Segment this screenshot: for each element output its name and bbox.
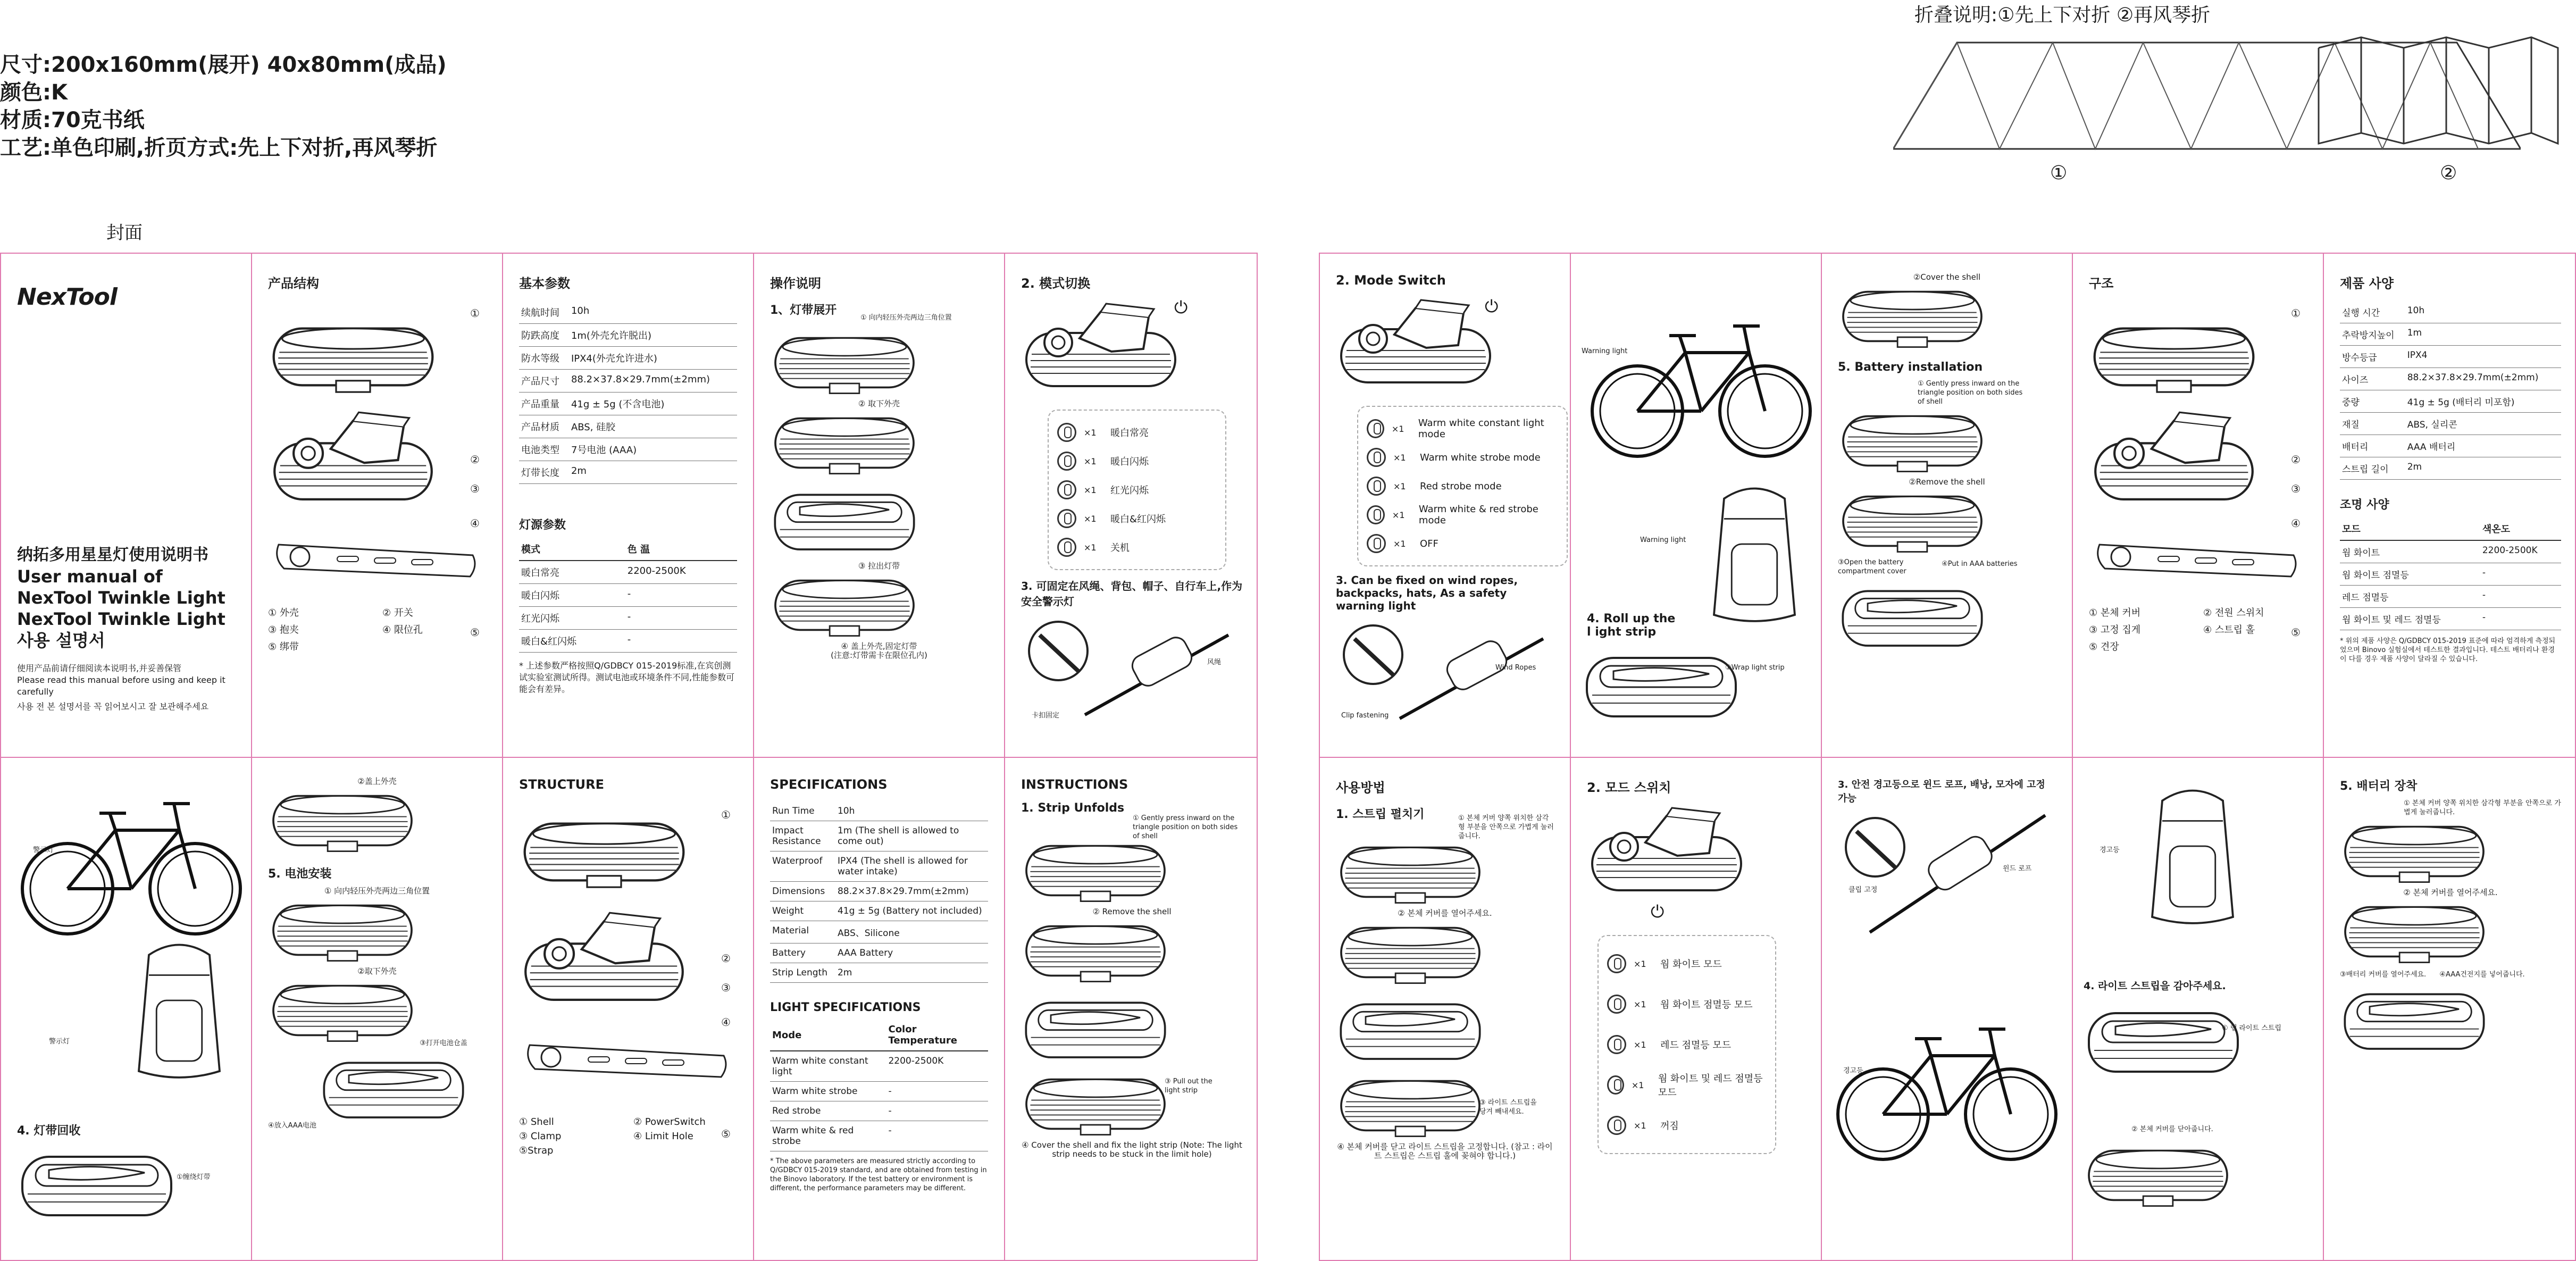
fold-step-2: ② — [2440, 162, 2457, 184]
shell-illustration — [1838, 406, 1987, 475]
mode-en-step3: 3. Can be fixed on wind ropes, backpacks, hats, As a safety warning light — [1336, 574, 1518, 612]
cover-column — [1, 254, 251, 758]
power-device-illustration — [1587, 805, 1746, 901]
legend-item: ⑤Strap — [519, 1145, 554, 1156]
tap-hand-icon — [1367, 505, 1385, 524]
light-kr-title: 조명 사양 — [2340, 498, 2389, 512]
clip-fasten-illustration — [1838, 810, 2051, 938]
tap-hand-icon — [1057, 423, 1076, 442]
structure-kr-legend — [2089, 605, 2307, 653]
clamp-device-illustration — [519, 910, 689, 1011]
table-row: 실행 시간 10h — [2340, 301, 2561, 323]
params-kr-column — [2324, 254, 2576, 758]
legend-item: ① 본체 커버 — [2089, 607, 2141, 619]
table-row: 红光闪烁 - — [519, 607, 737, 630]
ops-cn-c3: ③ 拉出灯带 — [858, 561, 900, 571]
shell-illustration — [268, 786, 417, 855]
table-row: 웜 화이트 점멸등 - — [2340, 563, 2561, 586]
ops-cn-step1: 1、灯带展开 — [770, 304, 837, 317]
params-cn-footnote: * 上述参数严格按照Q/GDBCY 015-2019标准,在宾创测试实验室测试所得。测试电池或环境条件不同,性能参数可能会有差异。 — [519, 661, 735, 694]
mode-kr-title: 2. 모드 스위치 — [1587, 780, 1671, 795]
battery-kr-c2: ② 본체 커버를 열어주세요. — [2403, 888, 2498, 897]
brand-logo: NexTool — [17, 283, 117, 311]
spec-color: 颜色:K — [0, 80, 68, 105]
mode-list — [1598, 935, 1776, 1154]
shell-illustration — [2340, 817, 2489, 886]
device-shell — [1336, 918, 1485, 987]
legend-item: ③ 고정 집게 — [2089, 624, 2141, 636]
structure-cn-legend — [268, 605, 486, 653]
table-row: Warm white strobe - — [770, 1082, 988, 1101]
ops-cn-title: 操作说明 — [770, 276, 821, 291]
mode-row: ×1 暖白闪烁 — [1057, 447, 1217, 475]
legend-item: ④ Limit Hole — [633, 1131, 693, 1142]
backpack-illustration — [1704, 477, 1805, 631]
clamp-device-illustration — [268, 410, 438, 511]
note-kr: 사용 전 본 설명서를 꼭 읽어보시고 잘 보관해주세요 — [17, 702, 209, 712]
battery-cn-c3: ③打开电池仓盖 — [420, 1039, 467, 1047]
mode-row: ×1 웜 화이트 점멸등 모드 — [1607, 984, 1767, 1024]
device-open — [1336, 989, 1485, 1069]
note-en: Please read this manual before using and keep it carefully — [17, 675, 225, 697]
fold-title: 折叠说明:①先上下对折 ②再风琴折 — [1914, 4, 2211, 26]
params-en-footnote: * The above parameters are measured strictly according to Q/GDBCY 015-2019 standard, and are obtained from testing in the Binovo laboratory. If the test battery or environment is different, the performance parameters may be different. — [770, 1157, 987, 1192]
device-closed-strip — [770, 571, 919, 640]
bike-illustration — [1587, 305, 1816, 464]
table-row: 방수등급 IPX4 — [2340, 346, 2561, 368]
legend-item: ① Shell — [519, 1116, 554, 1128]
wrap-label: ①缠绕灯带 — [177, 1173, 211, 1181]
table-row: 스트립 길이 2m — [2340, 457, 2561, 480]
mode-row: ×1 关机 — [1057, 533, 1217, 562]
bike-en-column — [1571, 254, 1821, 758]
table-row: 电池类型 7号电池 (AAA) — [519, 438, 737, 461]
device-closed-strip — [1021, 1070, 1170, 1139]
battery-open-illustration — [2340, 979, 2489, 1059]
mode-row: ×1 OFF — [1367, 529, 1558, 558]
table-row: 灯带长度 2m — [519, 461, 737, 484]
strap-illustration — [2089, 534, 2302, 582]
power-icon: ⏻ — [1485, 296, 1499, 316]
mode-cn-title: 2. 模式切换 — [1021, 276, 1091, 291]
battery-cn-c1: ① 向内轻压外壳两边三角位置 — [324, 886, 430, 896]
rope-label: Wind Ropes — [1495, 664, 1536, 672]
table-row: 재질 ABS, 실리콘 — [2340, 413, 2561, 435]
structure-kr-column — [2073, 254, 2323, 758]
structure-cn-column — [252, 254, 502, 758]
light-en-table — [770, 1020, 988, 1151]
title-kr: 사용 설명서 — [17, 630, 105, 650]
table-row: 추락방지높이 1m — [2340, 323, 2561, 346]
legend-item: ① 外壳 — [268, 607, 299, 619]
device-open — [770, 480, 919, 559]
params-cn-title: 基本参数 — [519, 276, 570, 291]
mode-row: ×1 Warm white & red strobe mode — [1367, 500, 1558, 529]
params-en-column — [754, 758, 1004, 1261]
tap-hand-icon — [1057, 509, 1076, 528]
table-row: Strip Length 2m — [770, 963, 988, 983]
table-row: 웜 화이트 2200-2500K — [2340, 540, 2561, 563]
battery-cn-c2: ②取下外壳 — [357, 966, 397, 976]
ops-en-c2: ② Remove the shell — [1092, 907, 1172, 916]
mode-list — [1357, 406, 1568, 566]
sheet-top-right — [1319, 253, 2576, 758]
battery-kr-title: 5. 배터리 장착 — [2340, 780, 2418, 793]
table-row: 暖白常亮 2200-2500K — [519, 561, 737, 584]
bike-kr-column — [2073, 758, 2323, 1261]
shell-illustration — [2084, 1141, 2232, 1210]
ops-cn-column — [754, 254, 1004, 758]
ops-cn-c1: ① 向内轻压外壳两边三角位置 — [860, 314, 952, 322]
warn-label-1: Warning light — [1582, 347, 1628, 355]
mode-row: ×1 Warm white constant light mode — [1367, 414, 1558, 443]
table-row: 사이즈 88.2×37.8×29.7mm(±2mm) — [2340, 368, 2561, 390]
table-row: 레드 점멸등 - — [2340, 586, 2561, 608]
table-header: 模式 色 温 — [519, 538, 737, 561]
tap-hand-icon — [1607, 1075, 1624, 1095]
spec-size: 尺寸:200x160mm(展开) 40x80mm(成品) — [0, 53, 447, 77]
table-row: Dimensions 88.2×37.8×29.7mm(±2mm) — [770, 882, 988, 901]
power-device-illustration — [1021, 301, 1181, 397]
ops-en-step1: 1. Strip Unfolds — [1021, 801, 1125, 815]
table-header: Mode Color Temperature — [770, 1020, 988, 1051]
fold-step-1: ① — [2050, 162, 2068, 184]
bike-cn-step4: 4. 灯带回收 — [17, 1124, 81, 1138]
table-row: 暖白闪烁 - — [519, 584, 737, 607]
legend-item: ③ 抱夹 — [268, 624, 299, 636]
table-row: Battery AAA Battery — [770, 943, 988, 963]
tap-hand-icon — [1367, 419, 1384, 438]
battery-kr-c3: ③배터리 커버를 열어주세요. — [2340, 971, 2427, 979]
marker-1: ① — [721, 808, 731, 821]
params-cn-table — [519, 301, 737, 484]
battery-open-illustration — [1838, 576, 1987, 656]
sheet-top-left — [0, 253, 1258, 758]
table-row: 防跌高度 1m(外壳允许脱出) — [519, 324, 737, 347]
mode-cn-column — [1005, 254, 1258, 758]
clip-label: 클립 고정 — [1849, 886, 1878, 894]
battery-en-cover: ②Cover the shell — [1913, 272, 1981, 282]
clip-label: Clip fastening — [1341, 712, 1389, 720]
shell-illustration — [2340, 897, 2489, 966]
spec-material: 材质:70克书纸 — [0, 108, 145, 132]
warn-label-1: 警示灯 — [33, 846, 54, 854]
light-kr-table — [2340, 517, 2561, 630]
table-row: Material ABS、Silicone — [770, 921, 988, 943]
tap-hand-icon — [1057, 452, 1076, 471]
light-cn-title: 灯源参数 — [519, 519, 566, 532]
marker-4: ④ — [721, 1016, 731, 1029]
legend-item: ⑤ 绑带 — [268, 641, 299, 653]
legend-item: ③ Clamp — [519, 1131, 562, 1142]
fold-diagram-2 — [2313, 32, 2563, 154]
mode-row: ×1 꺼짐 — [1607, 1105, 1767, 1146]
mode-row: ×1 Red strobe mode — [1367, 472, 1558, 500]
ops-kr-c3: ③ 라이트 스트립을 당겨 빼내세요. — [1479, 1099, 1537, 1116]
table-row: 产品材质 ABS, 硅胶 — [519, 415, 737, 438]
shell-illustration — [2089, 317, 2259, 397]
marker-4: ④ — [2291, 517, 2301, 530]
tap-hand-icon — [1367, 448, 1386, 467]
battery-en-title: 5. Battery installation — [1838, 361, 1983, 374]
ops-kr-title: 사용방법 — [1336, 780, 1385, 795]
mode-en-title: 2. Mode Switch — [1336, 273, 1446, 288]
marker-5: ⑤ — [470, 626, 480, 639]
device-shell — [1021, 916, 1170, 986]
mode-row: ×1 레드 점멸등 모드 — [1607, 1024, 1767, 1065]
table-row: Warm white & red strobe - — [770, 1121, 988, 1151]
legend-item: ② 전원 스위치 — [2203, 607, 2264, 619]
ops-kr-step1: 1. 스트립 펼치기 — [1336, 808, 1425, 821]
table-row: 웜 화이트 및 레드 점멸등 - — [2340, 608, 2561, 630]
battery-kr-c1: ① 본체 커버 양쪽 위치한 삼각형 부분을 안쪽으로 가볍게 눌러줍니다. — [2404, 799, 2561, 816]
legend-item: ⑤ 견장 — [2089, 641, 2119, 653]
wrap-strip-illustration — [2084, 992, 2243, 1088]
clamp-device-illustration — [2089, 410, 2259, 511]
fix-kr-title: 3. 안전 경고등으로 윈드 로프, 배낭, 모자에 고정 가능 — [1838, 779, 2045, 804]
ops-kr-c2: ② 본체 커버를 열어주세요. — [1398, 908, 1492, 918]
light-cn-table — [519, 538, 737, 653]
battery-en-c2: ②Remove the shell — [1909, 477, 1985, 487]
ops-kr-c4: ④ 본체 커버를 닫고 라이트 스트립을 고정합니다. (참고 : 라이트 스트립은 스트립 홀에 꽂혀야 합니다.) — [1337, 1142, 1553, 1160]
battery-kr-c4: ④AAA건전지를 넣어줍니다. — [2439, 971, 2525, 979]
device-closed — [1336, 838, 1485, 907]
params-kr-footnote: * 위의 제품 사양은 Q/GDBCY 015-2019 표준에 따라 엄격하게 측정되었으며 Binovo 실험실에서 테스트한 결과입니다. 테스트 배터리나 환경이 다를 경우 제품 사양이 달라질 수 있습니다. — [2340, 637, 2556, 663]
shell-illustration — [1838, 487, 1987, 556]
table-row: Waterproof IPX4 (The shell is allowed for water intake) — [770, 851, 988, 882]
warn-label: 경고등 — [2100, 846, 2120, 854]
tap-hand-icon — [1607, 995, 1626, 1014]
marker-5: ⑤ — [721, 1128, 731, 1140]
spec-block — [0, 51, 447, 162]
tap-hand-icon — [1367, 477, 1386, 496]
wrap-label: ①Wrap light strip — [1725, 664, 1785, 672]
battery-cn-c4: ④放入AAA电池 — [268, 1122, 317, 1130]
shell-illustration — [519, 812, 689, 892]
device-closed-strip — [1336, 1071, 1485, 1140]
table-row: Red strobe - — [770, 1101, 988, 1121]
wrap-strip-illustration — [17, 1135, 177, 1231]
device-open — [1021, 988, 1170, 1067]
warn-label-2: Warning light — [1640, 536, 1686, 544]
backpack-illustration — [2142, 779, 2243, 933]
marker-2: ② — [2291, 453, 2301, 466]
tap-hand-icon — [1607, 1035, 1626, 1054]
battery-en-c4: ④Put in AAA batteries — [1942, 560, 2018, 568]
light-en-title: LIGHT SPECIFICATIONS — [770, 1001, 921, 1014]
rope-label: 风绳 — [1207, 658, 1222, 666]
mode-cn-step3: 3. 可固定在风绳、背包、帽子、自行车上,作为安全警示灯 — [1021, 580, 1243, 608]
tap-hand-icon — [1057, 480, 1076, 499]
table-row: 防水等级 IPX4(外壳允许进水) — [519, 347, 737, 370]
mode-kr-column — [1571, 758, 1821, 1261]
table-row: 续航时间 10h — [519, 301, 737, 324]
sheet-bottom-right — [1319, 757, 2576, 1261]
bike-illustration — [17, 782, 246, 942]
power-icon: ⏻ — [1174, 297, 1188, 318]
structure-en-column — [503, 758, 753, 1261]
spec-process: 工艺:单色印刷,折页方式:先上下对折,再风琴折 — [0, 136, 438, 160]
rope-label: 윈드 로프 — [2003, 865, 2032, 873]
device-closed — [1021, 836, 1170, 905]
cover-label: 封面 — [106, 222, 143, 244]
sheet-bottom-left — [0, 757, 1258, 1261]
backpack-illustration — [129, 933, 230, 1088]
mode-row: ×1 暖白&红闪烁 — [1057, 504, 1217, 533]
table-row: Impact Resistance 1m (The shell is allowed to come out) — [770, 821, 988, 851]
legend-item: ④ 스트립 홀 — [2203, 624, 2255, 636]
bike-kr-step4: 4. 라이트 스트립을 감아주세요. — [2084, 980, 2226, 992]
params-en-title: SPECIFICATIONS — [770, 777, 888, 792]
table-row: Run Time 10h — [770, 801, 988, 821]
wrap-label: ① 랩 라이트 스트립 — [2222, 1024, 2281, 1032]
structure-cn-title: 产品结构 — [268, 276, 319, 291]
table-row: 产品重量 41g ± 5g (不含电池) — [519, 393, 737, 415]
power-device-illustration — [1336, 297, 1495, 393]
clip-fasten-illustration — [1021, 614, 1234, 720]
shell-illustration — [268, 317, 438, 397]
clip-label: 卡扣固定 — [1032, 712, 1060, 720]
table-row: Weight 41g ± 5g (Battery not included) — [770, 901, 988, 921]
marker-3: ③ — [470, 482, 480, 495]
marker-3: ③ — [2291, 482, 2301, 495]
fix-kr-column — [1822, 758, 2072, 1261]
params-kr-title: 제품 사양 — [2340, 276, 2394, 291]
battery-open-illustration — [319, 1048, 468, 1128]
shell-illustration — [1838, 282, 1987, 351]
mode-row: ×1 Warm white strobe mode — [1367, 443, 1558, 472]
ops-en-c1: ① Gently press inward on the triangle position on both sides of shell — [1133, 814, 1238, 840]
ops-en-column — [1005, 758, 1258, 1261]
warn-label: 경고등 — [1843, 1067, 1863, 1075]
ops-en-c3: ③ Pull out the light strip — [1165, 1078, 1212, 1095]
marker-5: ⑤ — [2291, 626, 2301, 639]
marker-2: ② — [470, 453, 480, 466]
tap-hand-icon — [1057, 538, 1076, 557]
title-en-1: User manual of NexTool Twinkle Light — [17, 566, 225, 608]
table-row: Warm white constant light 2200-2500K — [770, 1051, 988, 1082]
mode-row: ×1 红光闪烁 — [1057, 475, 1217, 504]
cover-label: ② 본체 커버를 닫아줍니다. — [2131, 1125, 2213, 1133]
params-kr-table — [2340, 301, 2561, 480]
marker-3: ③ — [721, 981, 731, 994]
warn-label-2: 警示灯 — [49, 1038, 70, 1046]
table-row: 产品尺寸 88.2×37.8×29.7mm(±2mm) — [519, 370, 737, 393]
legend-item: ② 开关 — [382, 607, 413, 619]
legend-item: ④ 限位孔 — [382, 624, 423, 636]
shell-illustration — [268, 896, 417, 965]
table-row: 중량 41g ± 5g (배터리 미포함) — [2340, 390, 2561, 413]
mode-list — [1048, 410, 1226, 570]
bike-cn-column — [1, 758, 251, 1261]
tap-hand-icon — [1607, 1116, 1626, 1135]
battery-en-column — [1822, 254, 2072, 758]
marker-4: ④ — [470, 517, 480, 530]
mode-row: ×1 暖白常亮 — [1057, 418, 1217, 447]
tap-hand-icon — [1367, 534, 1386, 553]
shell-illustration — [268, 976, 417, 1045]
battery-kr-column — [2324, 758, 2576, 1261]
mode-en-column — [1320, 254, 1570, 758]
table-row: 배터리 AAA 배터리 — [2340, 435, 2561, 457]
table-row: 暖白&红闪烁 - — [519, 630, 737, 653]
ops-en-title: INSTRUCTIONS — [1021, 777, 1128, 792]
battery-cn-title: 5. 电池安装 — [268, 867, 332, 881]
strap-illustration — [519, 1034, 732, 1082]
strap-illustration — [268, 534, 481, 582]
ops-kr-column — [1320, 758, 1570, 1261]
structure-en-legend — [519, 1116, 737, 1156]
ops-cn-c4: ④ 盖上外壳,固定灯带 (注意:灯带需卡在限位孔内) — [831, 641, 927, 660]
bike-en-step4: 4. Roll up the l ight strip — [1587, 612, 1676, 639]
note-cn: 使用产品前请仔细阅读本说明书,并妥善保管 — [17, 663, 182, 673]
ops-en-c4: ④ Cover the shell and fix the light strip (Note: The light strip needs to be stuck in the limit hole) — [1022, 1140, 1242, 1159]
wrap-strip-illustration — [1582, 637, 1741, 732]
marker-1: ① — [470, 307, 480, 320]
marker-1: ① — [2291, 307, 2301, 320]
battery-cn-cover: ②盖上外壳 — [357, 776, 397, 786]
structure-en-title: STRUCTURE — [519, 777, 604, 792]
device-closed — [770, 328, 919, 397]
title-en-2: NexTool Twinkle Light — [17, 609, 225, 629]
structure-kr-title: 구조 — [2089, 276, 2114, 291]
power-icon: ⏻ — [1651, 901, 1665, 922]
mode-row: ×1 웜 화이트 및 레드 점멸등 모드 — [1607, 1065, 1767, 1105]
mode-row: ×1 웜 화이트 모드 — [1607, 943, 1767, 984]
battery-en-c3: ③Open the battery compartment cover — [1838, 558, 1906, 575]
battery-cn-column — [252, 758, 502, 1261]
bike-illustration — [1833, 1008, 2061, 1167]
legend-item: ② PowerSwitch — [633, 1116, 706, 1128]
params-en-table — [770, 801, 988, 983]
ops-kr-c1: ① 본체 커버 양쪽 위치한 삼각형 부분을 안쪽으로 가볍게 눌러줍니다. — [1458, 814, 1554, 840]
battery-en-c1: ① Gently press inward on the triangle position on both sides of shell — [1918, 380, 2023, 406]
title-cn: 纳拓多用星星灯使用说明书 — [17, 546, 208, 564]
params-cn-column — [503, 254, 753, 758]
device-shell — [770, 408, 919, 478]
marker-2: ② — [721, 952, 731, 965]
ops-cn-c2: ② 取下外壳 — [858, 399, 900, 408]
table-header: 모드 색온도 — [2340, 517, 2561, 540]
tap-hand-icon — [1607, 954, 1626, 973]
